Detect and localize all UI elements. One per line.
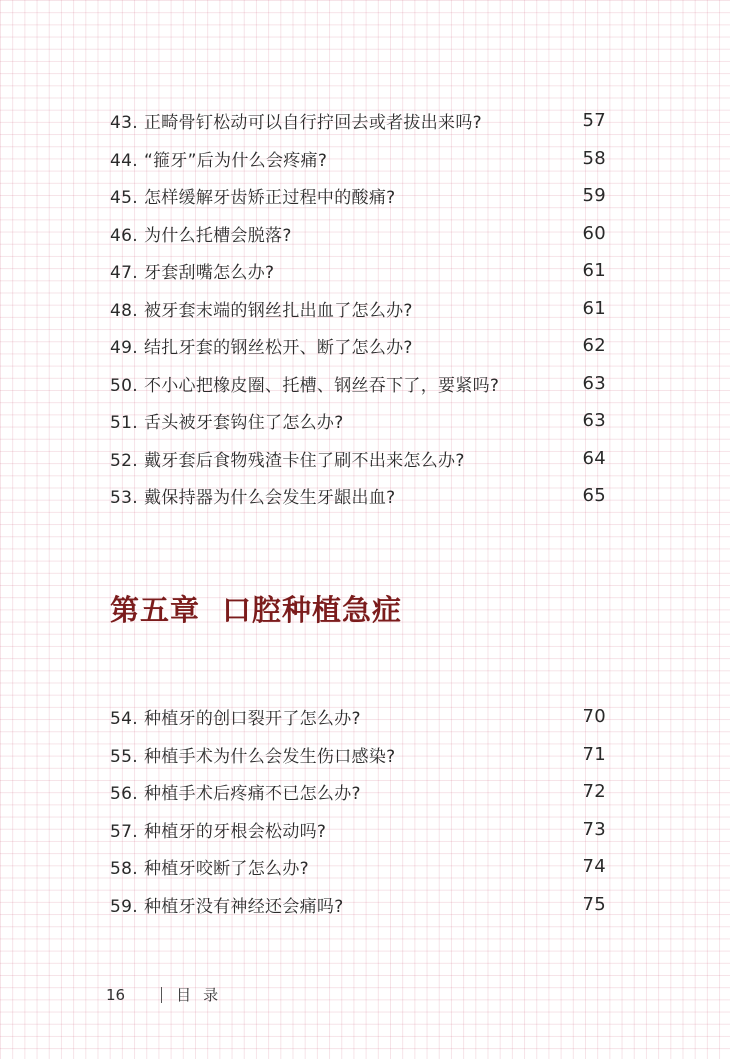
entry-number: 47. [110,263,138,284]
entry-number: 55. [110,746,138,767]
toc-entry[interactable] [110,215,606,253]
toc-list-chapter-4 [110,102,606,515]
entry-title: 被牙套末端的钢丝扎出血了怎么办? [143,300,413,321]
entry-number: 48. [110,300,138,321]
entry-title: 戴保持器为什么会发生牙龈出血? [143,488,396,509]
toc-entry[interactable] [110,177,606,215]
entry-number: 46. [110,225,138,246]
entry-number: 52. [110,450,138,471]
entry-page: 63 [582,410,606,432]
chapter-label: 第五章 [110,593,201,627]
toc-entry[interactable] [110,402,606,440]
entry-page: 72 [582,781,606,803]
entry-title: “箍牙”后为什么会疼痛? [143,150,328,171]
entry-number: 43. [110,113,138,134]
entry-title: 怎样缓解牙齿矫正过程中的酸痛? [143,188,396,209]
entry-title: 牙套刮嘴怎么办? [143,263,275,284]
entry-number: 56. [110,784,138,805]
toc-entry[interactable] [110,736,606,774]
entry-number: 45. [110,188,138,209]
entry-number: 50. [110,375,138,396]
entry-page: 61 [582,260,606,282]
page-number: 16 [106,985,126,1004]
entry-page: 63 [582,372,606,394]
entry-title: 正畸骨钉松动可以自行拧回去或者拔出来吗? [143,113,482,134]
entry-page: 75 [582,893,606,915]
entry-title: 种植手术后疼痛不已怎么办? [143,784,361,805]
entry-number: 51. [110,413,138,434]
entry-title: 为什么托槽会脱落? [143,225,292,246]
entry-number: 44. [110,150,138,171]
toc-entry[interactable] [110,477,606,515]
entry-page: 61 [582,297,606,319]
chapter-heading [110,588,402,629]
entry-title: 种植牙的牙根会松动吗? [143,821,327,842]
entry-page: 62 [582,335,606,357]
toc-entry[interactable] [110,440,606,478]
entry-number: 53. [110,488,138,509]
toc-entry[interactable] [110,773,606,811]
chapter-title: 口腔种植急症 [222,593,403,627]
toc-list-chapter-5 [110,698,606,923]
entry-page: 73 [582,818,606,840]
entry-number: 54. [110,709,138,730]
entry-title: 种植手术为什么会发生伤口感染? [143,746,396,767]
footer-divider [161,987,162,1003]
toc-entry[interactable] [110,102,606,140]
entry-title: 戴牙套后食物残渣卡住了刷不出来怎么办? [143,450,465,471]
entry-title: 种植牙没有神经还会痛吗? [143,896,344,917]
entry-page: 59 [582,185,606,207]
entry-number: 58. [110,859,138,880]
toc-entry[interactable] [110,290,606,328]
entry-page: 70 [582,706,606,728]
entry-page: 74 [582,856,606,878]
toc-entry[interactable] [110,365,606,403]
toc-entry[interactable] [110,848,606,886]
entry-page: 57 [582,110,606,132]
entry-number: 57. [110,821,138,842]
entry-title: 不小心把橡皮圈、托槽、钢丝吞下了，要紧吗? [143,375,500,396]
entry-page: 65 [582,485,606,507]
toc-entry[interactable] [110,698,606,736]
entry-title: 舌头被牙套钩住了怎么办? [143,413,344,434]
entry-number: 59. [110,896,138,917]
toc-entry[interactable] [110,252,606,290]
page-footer [106,984,230,1005]
entry-page: 64 [582,447,606,469]
entry-page: 71 [582,743,606,765]
entry-title: 结扎牙套的钢丝松开、断了怎么办? [143,338,413,359]
section-label: 目录 [176,986,231,1004]
entry-page: 58 [582,147,606,169]
toc-entry[interactable] [110,886,606,924]
toc-entry[interactable] [110,140,606,178]
toc-entry[interactable] [110,327,606,365]
entry-page: 60 [582,222,606,244]
entry-title: 种植牙的创口裂开了怎么办? [143,709,361,730]
entry-number: 49. [110,338,138,359]
entry-title: 种植牙咬断了怎么办? [143,859,309,880]
toc-entry[interactable] [110,811,606,849]
